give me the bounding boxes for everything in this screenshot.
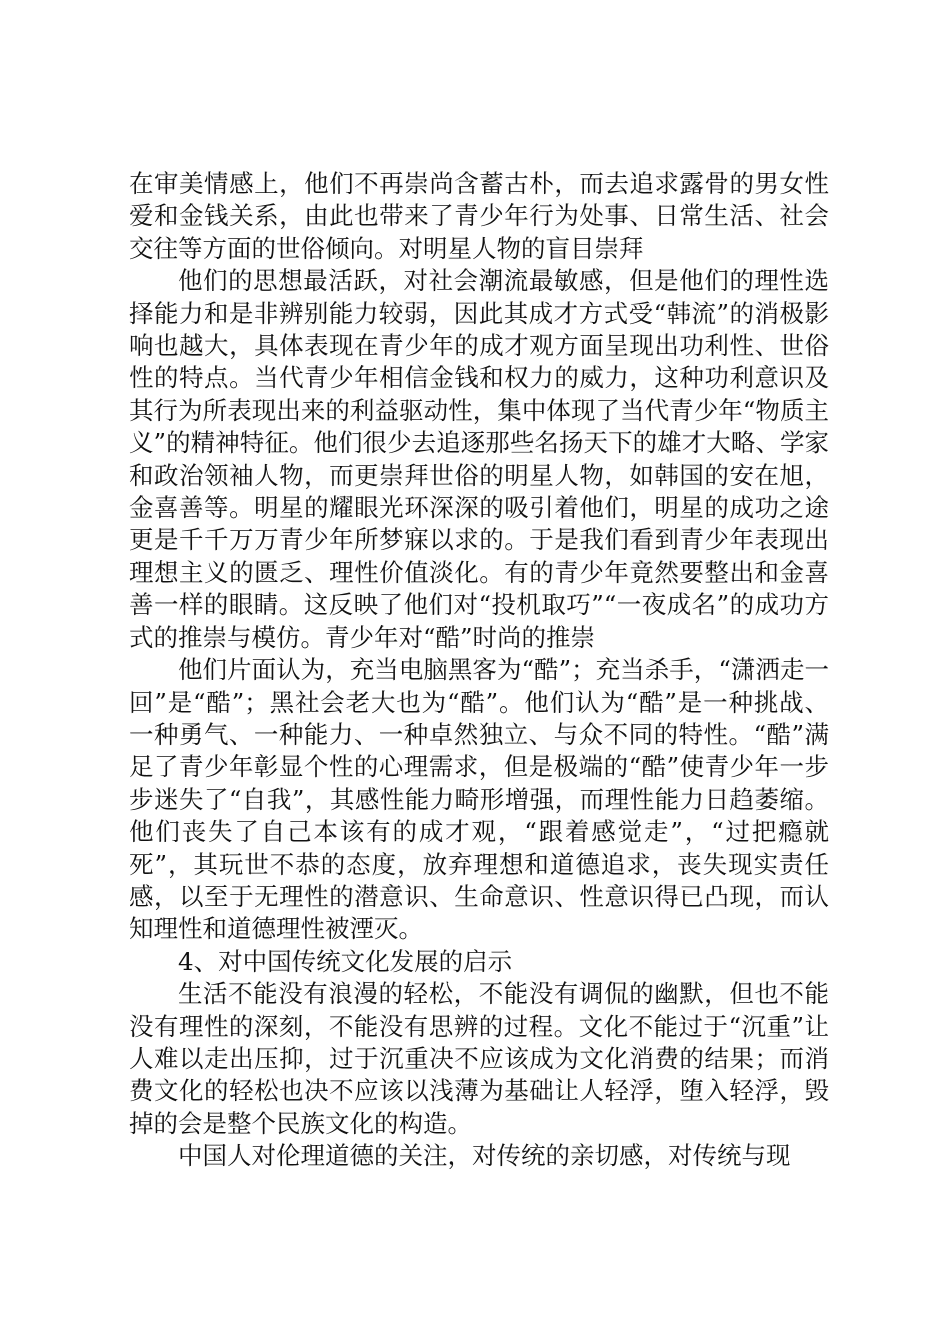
document-body <box>129 168 829 1173</box>
paragraph-star-worship: 他们的思想最活跃，对社会潮流最敏感，但是他们的理性选择能力和是非辨别能力较弱，因此其成才方式受“韩流”的消极影响也越大，具体表现在青少年的成才观方面呈现出功利性、世俗性的特点。当代青少年相信金钱和权力的威力，这种功利意识及其行为所表现出来的利益驱动性，集中体现了当代青少年“物质主义”的精神特征。他们很少去追逐那些名扬天下的雄才大略、学家和政治领袖人物，而更崇拜世俗的明星人物，如韩国的安在旭，金喜善等。明星的耀眼光环深深的吸引着他们，明星的成功之途更是千千万万青少年所梦寐以求的。于是我们看到青少年表现出理想主义的匮乏、理性价值淡化。有的青少年竟然要整出和金喜善一样的眼睛。这反映了他们对“投机取巧”“一夜成名”的成功方式的推崇与模仿。青少年对“酷”时尚的推崇 <box>129 266 829 652</box>
paragraph-cool-fashion: 他们片面认为，充当电脑黑客为“酷”；充当杀手，“潇洒走一回”是“酷”；黑社会老大也为“酷”。他们认为“酷”是一种挑战、一种勇气、一种能力、一种卓然独立、与众不同的特性。“酷”满足了青少年彰显个性的心理需求，但是极端的“酷”使青少年一步步迷失了“自我”，其感性能力畸形增强，而理性能力日趋萎缩。他们丧失了自己本该有的成才观，“跟着感觉走”，“过把瘾就死”，其玩世不恭的态度，放弃理想和道德追求，丧失现实责任感，以至于无理性的潜意识、生命意识、性意识得已凸现，而认知理性和道德理性被湮灭。 <box>129 655 829 944</box>
section-heading-traditional-culture: 4、对中国传统文化发展的启示 <box>178 946 513 976</box>
paragraph-aesthetic-emotion: 在审美情感上，他们不再崇尚含蓄古朴，而去追求露骨的男女性爱和金钱关系，由此也带来了青少年行为处事、日常生活、社会交往等方面的世俗倾向。对明星人物的盲目崇拜 <box>129 169 829 263</box>
paragraph-chinese-ethics: 中国人对伦理道德的关注，对传统的亲切感，对传统与现 <box>178 1141 791 1171</box>
paragraph-culture-lightness: 生活不能没有浪漫的轻松，不能没有调侃的幽默，但也不能没有理性的深刻，不能没有思辨的过程。文化不能过于“沉重”让人难以走出压抑，过于沉重决不应该成为文化消费的结果；而消费文化的轻松也决不应该以浅薄为基础让人轻浮，堕入轻浮，毁掉的会是整个民族文化的构造。 <box>129 979 829 1138</box>
